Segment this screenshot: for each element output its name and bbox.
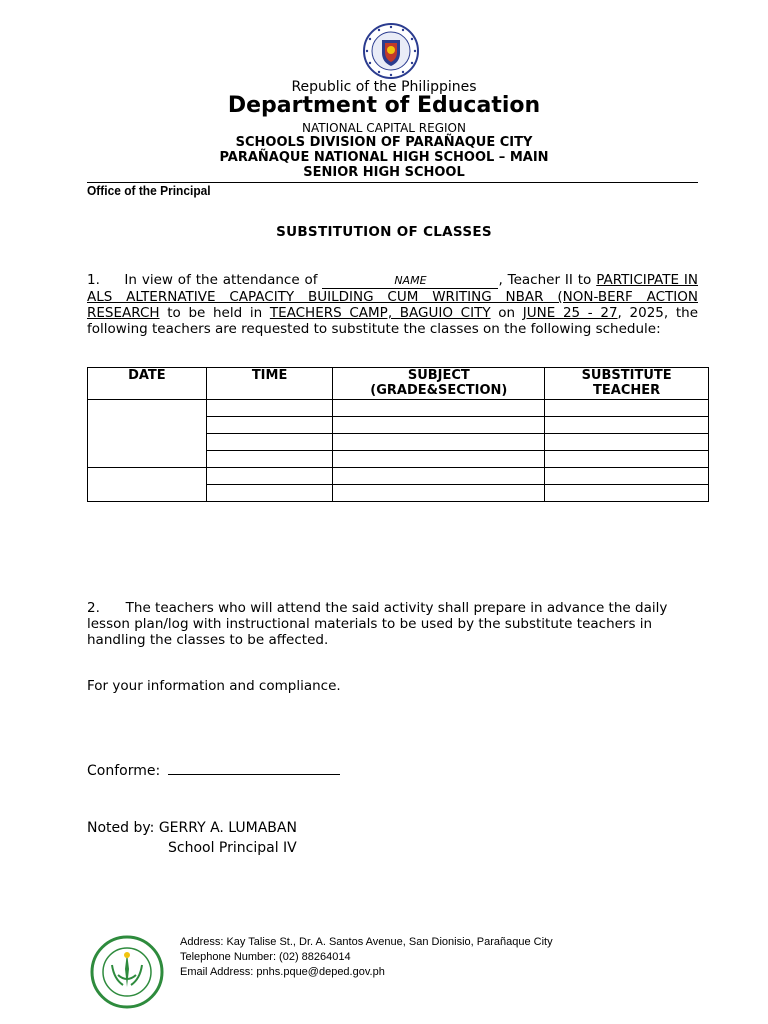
time-cell[interactable]: [206, 417, 333, 434]
office-label: Office of the Principal: [87, 183, 211, 198]
principal-position: School Principal IV: [168, 840, 297, 856]
department-title: Department of Education: [227, 93, 541, 118]
teacher-cell[interactable]: [545, 434, 709, 451]
teacher-cell[interactable]: [545, 400, 709, 417]
para2-number: 2.: [87, 600, 100, 616]
school-logo-icon: [90, 935, 164, 1009]
name-blank[interactable]: NAME: [322, 274, 498, 289]
region-text: NATIONAL CAPITAL REGION: [302, 121, 466, 135]
subject-cell[interactable]: [333, 417, 545, 434]
time-cell[interactable]: [206, 485, 333, 502]
conforme-signature-line[interactable]: [168, 760, 340, 775]
time-cell[interactable]: [206, 468, 333, 485]
footer-contact: [180, 935, 553, 980]
para1-to: to: [577, 272, 592, 288]
para1-tail: , 2025, the following teachers are requested to substitute the classes on the following schedule:: [87, 305, 698, 337]
subject-cell[interactable]: [333, 400, 545, 417]
para1-held-in: to be held in: [167, 305, 263, 321]
schedule-table: [87, 367, 709, 502]
conforme-label: Conforme:: [87, 763, 161, 779]
footer-address: Address: Kay Talise St., Dr. A. Santos Avenue, San Dionisio, Parañaque City: [180, 936, 553, 948]
dates-text: JUNE 25 - 27: [522, 305, 618, 321]
subject-cell[interactable]: [333, 468, 545, 485]
activity-text: PARTICIPATE IN ALS ALTERNATIVE CAPACITY BUILDING CUM WRITING NBAR (NON-BERF ACTION RESEARCH: [87, 272, 698, 321]
time-cell[interactable]: [206, 451, 333, 468]
info-text: For your information and compliance.: [87, 678, 341, 694]
para1-number: 1.: [87, 272, 100, 288]
time-cell[interactable]: [206, 400, 333, 417]
noted-block: [87, 818, 297, 858]
principal-name: GERRY A. LUMABAN: [158, 820, 297, 836]
table-row: [88, 400, 709, 417]
footer-telephone: Telephone Number: (02) 88264014: [180, 951, 351, 963]
school-name: PARAÑAQUE NATIONAL HIGH SCHOOL – MAIN: [219, 150, 549, 165]
paragraph-1: [87, 272, 698, 337]
unit-name: SENIOR HIGH SCHOOL: [303, 165, 465, 180]
date-cell[interactable]: [88, 468, 207, 502]
subject-cell[interactable]: [333, 434, 545, 451]
para1-lead: In view of the attendance of: [124, 272, 318, 288]
table-row: [88, 468, 709, 485]
subject-cell[interactable]: [333, 451, 545, 468]
teacher-cell[interactable]: [545, 468, 709, 485]
date-cell[interactable]: [88, 400, 207, 468]
header-subject: SUBJECT (GRADE&SECTION): [333, 368, 545, 400]
paragraph-2: [87, 600, 698, 648]
document-title: SUBSTITUTION OF CLASSES: [276, 224, 492, 240]
header-substitute-teacher: SUBSTITUTE TEACHER: [545, 368, 709, 400]
time-cell[interactable]: [206, 434, 333, 451]
teacher-cell[interactable]: [545, 417, 709, 434]
noted-label: Noted by:: [87, 820, 155, 836]
venue-text: TEACHERS CAMP, BAGUIO CITY: [269, 305, 491, 321]
conforme-block: [87, 760, 340, 779]
footer-email: Email Address: pnhs.pque@deped.gov.ph: [180, 966, 385, 978]
division-text: SCHOOLS DIVISION OF PARAÑAQUE CITY: [235, 135, 533, 150]
teacher-cell[interactable]: [545, 485, 709, 502]
header-time: TIME: [206, 368, 333, 400]
deped-seal-icon: [362, 22, 420, 80]
table-header-row: [88, 368, 709, 400]
subject-cell[interactable]: [333, 485, 545, 502]
teacher-cell[interactable]: [545, 451, 709, 468]
para1-position: , Teacher II: [498, 272, 573, 288]
republic-text: Republic of the Philippines: [291, 79, 477, 95]
para1-on: on: [498, 305, 516, 321]
header-date: DATE: [88, 368, 207, 400]
para2-text: The teachers who will attend the said activity shall prepare in advance the daily lesson plan/log with instructional materials to be used by the substitute teachers in handling the classes to be affected.: [87, 600, 668, 648]
